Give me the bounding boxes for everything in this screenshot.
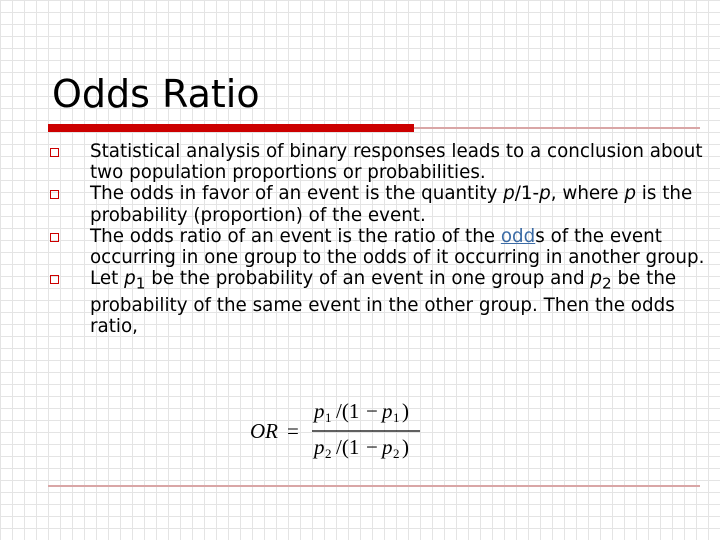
formula-lhs: OR xyxy=(250,419,278,443)
math-variable: p xyxy=(503,183,515,205)
den-minus: − xyxy=(366,435,378,459)
bullet-item xyxy=(50,183,715,225)
math-variable: p xyxy=(124,268,136,290)
formula-numerator xyxy=(312,399,409,425)
footer-rule xyxy=(48,485,700,487)
bullet-item xyxy=(50,268,715,337)
text-run: , where xyxy=(550,183,625,205)
den-p: p xyxy=(314,435,325,459)
slide-title: Odds Ratio xyxy=(52,72,260,116)
hollow-square-bullet-icon xyxy=(50,233,59,242)
num-sub2: 1 xyxy=(393,410,400,425)
bullet-list xyxy=(50,141,715,337)
bullet-item xyxy=(50,226,715,268)
math-variable: p xyxy=(539,183,551,205)
text-run: is the probability (proportion) of the event. xyxy=(90,183,693,226)
bullet-text xyxy=(90,268,715,337)
num-p: p xyxy=(314,399,325,423)
den-sub2: 2 xyxy=(393,446,400,461)
formula-denominator xyxy=(312,435,409,461)
title-accent-bar xyxy=(48,124,414,132)
bullet-item xyxy=(50,141,715,183)
den-sub: 2 xyxy=(325,446,332,461)
num-close: ) xyxy=(402,399,409,423)
text-run: The odds ratio of an event is the ratio of the xyxy=(90,225,501,247)
text-run: /1- xyxy=(514,183,540,205)
bullet-text xyxy=(90,226,715,268)
den-p2: p xyxy=(382,435,393,459)
hollow-square-bullet-icon xyxy=(50,190,59,199)
math-variable: p xyxy=(590,268,602,290)
num-mid: /(1 xyxy=(336,399,360,423)
num-sub: 1 xyxy=(325,410,332,425)
odds-ratio-formula xyxy=(240,398,430,464)
text-run: s of the event occurring in one group to the odds of it occurring in another group. xyxy=(90,225,705,269)
text-run: The odds in favor of an event is the quantity xyxy=(90,183,504,205)
hollow-square-bullet-icon xyxy=(50,148,59,157)
formula-equals: = xyxy=(287,419,299,443)
odds-link[interactable]: odd xyxy=(500,225,536,247)
bullet-text xyxy=(90,183,715,225)
hollow-square-bullet-icon xyxy=(50,275,59,284)
subscript: 1 xyxy=(135,274,146,293)
bullet-text: Statistical analysis of binary responses leads to a conclusion about two population proportions or probabilities. xyxy=(90,141,703,184)
text-run: be the probability of the same event in the other group. Then the odds ratio, xyxy=(90,268,677,338)
math-variable: p xyxy=(624,183,636,205)
num-minus: − xyxy=(366,399,378,423)
den-close: ) xyxy=(402,435,409,459)
text-run: be the probability of an event in one group and xyxy=(145,268,591,290)
num-p2: p xyxy=(382,399,393,423)
den-mid: /(1 xyxy=(336,435,360,459)
subscript: 2 xyxy=(601,274,612,293)
text-run: Let xyxy=(90,268,125,290)
